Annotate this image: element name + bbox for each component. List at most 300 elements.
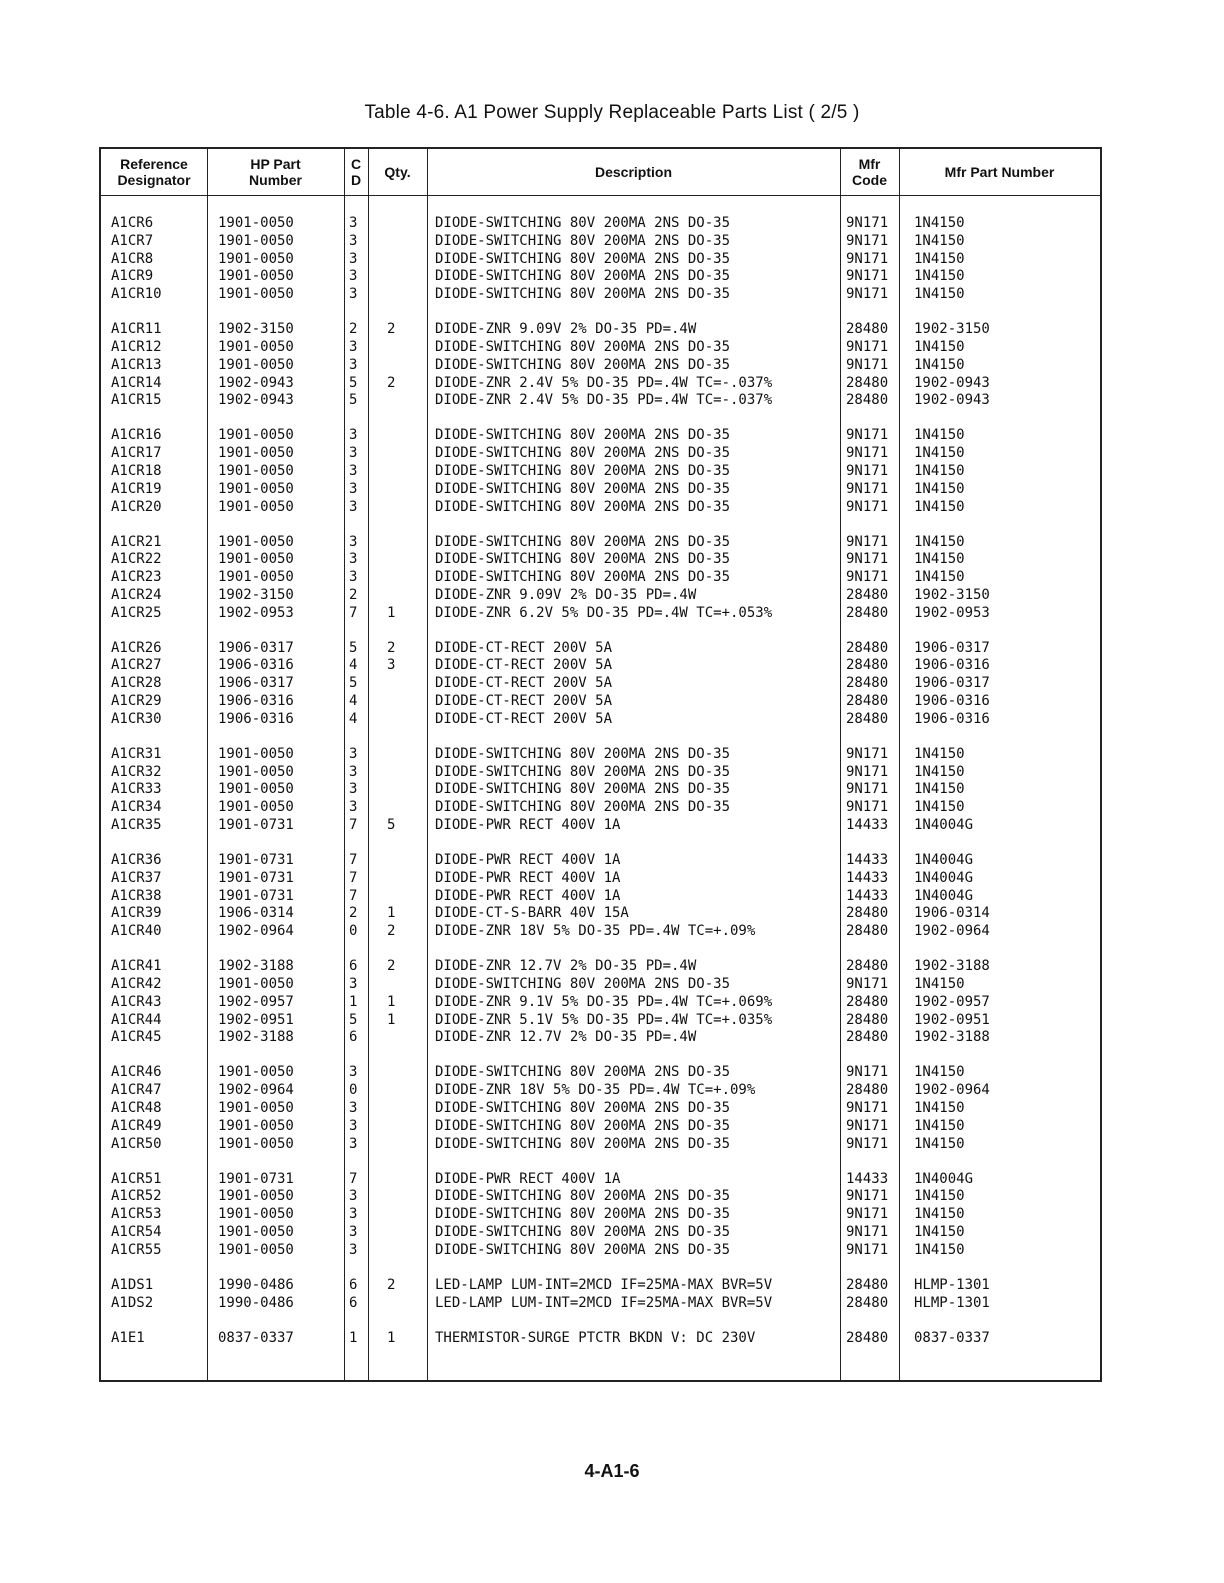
table-row (101, 1100, 1100, 1118)
cell-mfr-code: 28480 (846, 586, 889, 603)
cell-ref-designator: A1CR18 (111, 462, 162, 479)
cell-description: DIODE-SWITCHING 80V 200MA 2NS DO-35 (435, 745, 731, 762)
cell-ref-designator: A1CR22 (111, 551, 162, 568)
table-row (101, 463, 1100, 481)
cell-hp-part-number: 1902-0953 (218, 604, 294, 621)
cell-cd: 3 (349, 799, 358, 816)
header-reference-designator (101, 149, 207, 195)
row-group (101, 215, 1100, 304)
cell-cd: 3 (349, 781, 358, 798)
cell-ref-designator: A1CR35 (111, 817, 162, 834)
cell-ref-designator: A1CR6 (111, 215, 154, 231)
cell-cd: 6 (349, 1294, 358, 1311)
cell-description: LED-LAMP LUM-INT=2MCD IF=25MA-MAX BVR=5V (435, 1294, 773, 1311)
cell-ref-designator: A1CR40 (111, 923, 162, 940)
cell-description: DIODE-ZNR 5.1V 5% DO-35 PD=.4W TC=+.035% (435, 1011, 773, 1028)
cell-mfr-code: 9N171 (846, 427, 889, 444)
cell-cd: 3 (349, 268, 358, 285)
cell-mfr-code: 14433 (846, 1170, 889, 1187)
cell-qty: 2 (387, 374, 396, 391)
cell-hp-part-number: 1901-0731 (218, 869, 294, 886)
cell-ref-designator: A1CR42 (111, 976, 162, 992)
cell-description: DIODE-CT-RECT 200V 5A (435, 693, 613, 710)
cell-ref-designator: A1CR51 (111, 1170, 162, 1187)
page-title: Table 4-6. A1 Power Supply Replaceable Parts List ( 2/5 ) (364, 102, 860, 123)
header-description: Description (594, 164, 672, 180)
cell-description: DIODE-SWITCHING 80V 200MA 2NS DO-35 (435, 1099, 731, 1116)
cell-ref-designator: A1CR20 (111, 498, 162, 515)
cell-cd: 7 (349, 1170, 358, 1187)
cell-description: DIODE-SWITCHING 80V 200MA 2NS DO-35 (435, 763, 731, 780)
cell-mfr-part-number: 1N4150 (914, 356, 965, 373)
header-hp-part-number (207, 149, 344, 195)
cell-mfr-code: 14433 (846, 869, 889, 886)
cell-ref-designator: A1CR27 (111, 657, 162, 674)
cell-hp-part-number: 1901-0050 (218, 1223, 294, 1240)
cell-hp-part-number: 1901-0050 (218, 763, 294, 780)
cell-mfr-part-number: 1N4150 (914, 427, 965, 444)
cell-cd: 3 (349, 445, 358, 462)
table-row (101, 675, 1100, 693)
table-row (101, 1171, 1100, 1189)
cell-hp-part-number: 1901-0050 (218, 480, 294, 497)
header-divider (101, 195, 1100, 196)
cell-qty: 1 (387, 905, 396, 922)
cell-mfr-code: 9N171 (846, 533, 889, 550)
cell-hp-part-number: 1901-0050 (218, 569, 294, 586)
cell-cd: 3 (349, 215, 358, 231)
cell-mfr-part-number: 1N4150 (914, 250, 965, 267)
header-cd (344, 149, 368, 195)
table-row (101, 392, 1100, 410)
page-number: 4-A1-6 (584, 1461, 640, 1481)
cell-description: DIODE-ZNR 6.2V 5% DO-35 PD=.4W TC=+.053% (435, 604, 773, 621)
table-row (101, 976, 1100, 994)
cell-mfr-part-number: 1N4150 (914, 763, 965, 780)
cell-ref-designator: A1CR21 (111, 533, 162, 550)
cell-mfr-part-number: 1N4150 (914, 1206, 965, 1223)
cell-description: LED-LAMP LUM-INT=2MCD IF=25MA-MAX BVR=5V (435, 1276, 773, 1293)
cell-description: DIODE-CT-RECT 200V 5A (435, 639, 613, 656)
cell-hp-part-number: 1906-0317 (218, 675, 294, 692)
cell-mfr-code: 9N171 (846, 268, 889, 285)
cell-mfr-code: 28480 (846, 905, 889, 922)
cell-cd: 3 (349, 551, 358, 568)
cell-description: DIODE-SWITCHING 80V 200MA 2NS DO-35 (435, 215, 731, 231)
cell-mfr-part-number: 1N4150 (914, 1223, 965, 1240)
cell-ref-designator: A1CR36 (111, 852, 162, 869)
cell-ref-designator: A1CR33 (111, 781, 162, 798)
cell-cd: 3 (349, 480, 358, 497)
cell-hp-part-number: 1901-0050 (218, 286, 294, 303)
cell-mfr-part-number: 1906-0314 (914, 905, 990, 922)
cell-mfr-part-number: 1N4004G (914, 852, 974, 869)
cell-mfr-part-number: 1902-3188 (914, 958, 990, 975)
cell-ref-designator: A1CR23 (111, 569, 162, 586)
cell-mfr-code: 9N171 (846, 1188, 889, 1205)
cell-cd: 7 (349, 887, 358, 904)
cell-hp-part-number: 1906-0317 (218, 639, 294, 656)
cell-hp-part-number: 1901-0050 (218, 1206, 294, 1223)
cell-mfr-part-number: 1902-0964 (914, 1082, 990, 1099)
cell-hp-part-number: 1901-0050 (218, 551, 294, 568)
cell-hp-part-number: 1901-0050 (218, 356, 294, 373)
cell-hp-part-number: 1901-0731 (218, 852, 294, 869)
table-row (101, 657, 1100, 675)
cell-mfr-code: 9N171 (846, 286, 889, 303)
cell-cd: 3 (349, 338, 358, 355)
table-row (101, 1277, 1100, 1295)
cell-ref-designator: A1CR7 (111, 232, 154, 249)
cell-cd: 5 (349, 374, 358, 391)
cell-mfr-part-number: 1N4004G (914, 887, 974, 904)
cell-mfr-code: 9N171 (846, 799, 889, 816)
cell-ref-designator: A1CR54 (111, 1223, 162, 1240)
cell-hp-part-number: 1901-0050 (218, 976, 294, 992)
cell-mfr-part-number: 1902-0964 (914, 923, 990, 940)
cell-hp-part-number: 1902-0964 (218, 1082, 294, 1099)
cell-description: DIODE-ZNR 9.1V 5% DO-35 PD=.4W TC=+.069% (435, 993, 773, 1010)
table-row (101, 1295, 1100, 1313)
cell-mfr-code: 9N171 (846, 1241, 889, 1258)
cell-hp-part-number: 1901-0731 (218, 887, 294, 904)
cell-mfr-code: 28480 (846, 1294, 889, 1311)
cell-mfr-part-number: 1N4004G (914, 869, 974, 886)
cell-cd: 3 (349, 1099, 358, 1116)
cell-ref-designator: A1CR48 (111, 1099, 162, 1116)
cell-mfr-part-number: 1902-0951 (914, 1011, 990, 1028)
cell-hp-part-number: 1902-3188 (218, 1029, 294, 1046)
cell-mfr-part-number: 1902-0943 (914, 392, 990, 409)
cell-mfr-code: 9N171 (846, 763, 889, 780)
cell-mfr-code: 9N171 (846, 1099, 889, 1116)
cell-mfr-code: 28480 (846, 392, 889, 409)
cell-mfr-part-number: 1N4150 (914, 781, 965, 798)
cell-mfr-code: 9N171 (846, 1206, 889, 1223)
cell-cd: 3 (349, 533, 358, 550)
cell-mfr-part-number: 1902-0953 (914, 604, 990, 621)
cell-mfr-code: 9N171 (846, 445, 889, 462)
cell-cd: 3 (349, 763, 358, 780)
cell-description: DIODE-SWITCHING 80V 200MA 2NS DO-35 (435, 799, 731, 816)
cell-hp-part-number: 1901-0050 (218, 232, 294, 249)
cell-mfr-code: 9N171 (846, 1064, 889, 1081)
table-row (101, 640, 1100, 658)
cell-qty: 2 (387, 639, 396, 656)
cell-hp-part-number: 1901-0050 (218, 445, 294, 462)
cell-hp-part-number: 1990-0486 (218, 1294, 294, 1311)
table-row (101, 445, 1100, 463)
cell-cd: 7 (349, 869, 358, 886)
table-row (101, 569, 1100, 587)
table-row (101, 1242, 1100, 1260)
cell-mfr-part-number: 1N4150 (914, 745, 965, 762)
cell-hp-part-number: 1901-0050 (218, 1064, 294, 1081)
cell-ref-designator: A1CR55 (111, 1241, 162, 1258)
row-group (101, 958, 1100, 1047)
table-row (101, 233, 1100, 251)
cell-cd: 2 (349, 586, 358, 603)
row-group (101, 427, 1100, 516)
cell-description: DIODE-SWITCHING 80V 200MA 2NS DO-35 (435, 356, 731, 373)
cell-ref-designator: A1CR30 (111, 710, 162, 727)
table-row (101, 746, 1100, 764)
table-row (101, 1064, 1100, 1082)
table-row (101, 1330, 1100, 1348)
cell-qty: 2 (387, 321, 396, 338)
cell-description: DIODE-SWITCHING 80V 200MA 2NS DO-35 (435, 1241, 731, 1258)
cell-hp-part-number: 1901-0050 (218, 1099, 294, 1116)
cell-ref-designator: A1CR8 (111, 250, 154, 267)
cell-cd: 5 (349, 392, 358, 409)
cell-hp-part-number: 1902-0957 (218, 993, 294, 1010)
cell-mfr-code: 9N171 (846, 551, 889, 568)
cell-description: DIODE-ZNR 2.4V 5% DO-35 PD=.4W TC=-.037% (435, 392, 773, 409)
cell-cd: 7 (349, 604, 358, 621)
cell-mfr-code: 9N171 (846, 250, 889, 267)
cell-cd: 6 (349, 958, 358, 975)
cell-hp-part-number: 1901-0050 (218, 799, 294, 816)
cell-mfr-part-number: 1902-3150 (914, 586, 990, 603)
cell-cd: 2 (349, 905, 358, 922)
cell-mfr-part-number: 1N4150 (914, 268, 965, 285)
table-row (101, 427, 1100, 445)
cell-description: DIODE-SWITCHING 80V 200MA 2NS DO-35 (435, 551, 731, 568)
table-row (101, 817, 1100, 835)
cell-description: DIODE-ZNR 9.09V 2% DO-35 PD=.4W (435, 321, 697, 338)
cell-description: DIODE-SWITCHING 80V 200MA 2NS DO-35 (435, 1223, 731, 1240)
cell-mfr-part-number: 1N4150 (914, 799, 965, 816)
cell-mfr-code: 28480 (846, 1029, 889, 1046)
cell-description: DIODE-PWR RECT 400V 1A (435, 852, 621, 869)
table-row (101, 870, 1100, 888)
table-row (101, 958, 1100, 976)
cell-hp-part-number: 1902-3150 (218, 321, 294, 338)
cell-qty: 2 (387, 958, 396, 975)
cell-mfr-code: 28480 (846, 693, 889, 710)
table-row (101, 711, 1100, 729)
cell-hp-part-number: 1901-0050 (218, 1117, 294, 1134)
cell-mfr-part-number: 1N4150 (914, 1099, 965, 1116)
table-row (101, 357, 1100, 375)
cell-mfr-part-number: 1N4150 (914, 569, 965, 586)
cell-ref-designator: A1CR53 (111, 1206, 162, 1223)
row-group (101, 1277, 1100, 1313)
cell-ref-designator: A1CR37 (111, 869, 162, 886)
cell-cd: 3 (349, 462, 358, 479)
cell-ref-designator: A1CR45 (111, 1029, 162, 1046)
cell-hp-part-number: 1901-0050 (218, 250, 294, 267)
cell-cd: 5 (349, 675, 358, 692)
cell-mfr-code: 28480 (846, 1011, 889, 1028)
cell-mfr-code: 28480 (846, 321, 889, 338)
cell-cd: 3 (349, 569, 358, 586)
cell-qty: 1 (387, 604, 396, 621)
cell-cd: 5 (349, 1011, 358, 1028)
cell-ref-designator: A1CR41 (111, 958, 162, 975)
cell-description: DIODE-PWR RECT 400V 1A (435, 817, 621, 834)
cell-mfr-part-number: HLMP-1301 (914, 1294, 990, 1311)
cell-ref-designator: A1CR24 (111, 586, 162, 603)
cell-cd: 1 (349, 1329, 358, 1346)
cell-ref-designator: A1CR34 (111, 799, 162, 816)
cell-description: DIODE-PWR RECT 400V 1A (435, 1170, 621, 1187)
cell-ref-designator: A1CR14 (111, 374, 162, 391)
cell-ref-designator: A1CR47 (111, 1082, 162, 1099)
cell-mfr-part-number: 1902-0957 (914, 993, 990, 1010)
cell-cd: 3 (349, 1117, 358, 1134)
cell-ref-designator: A1CR32 (111, 763, 162, 780)
cell-mfr-part-number: 1906-0316 (914, 710, 990, 727)
cell-ref-designator: A1CR9 (111, 268, 154, 285)
cell-mfr-part-number: 1N4150 (914, 215, 965, 231)
cell-mfr-code: 9N171 (846, 480, 889, 497)
cell-ref-designator: A1CR25 (111, 604, 162, 621)
cell-ref-designator: A1CR12 (111, 338, 162, 355)
cell-mfr-code: 9N171 (846, 462, 889, 479)
cell-mfr-part-number: 1N4150 (914, 551, 965, 568)
cell-description: DIODE-SWITCHING 80V 200MA 2NS DO-35 (435, 286, 731, 303)
cell-description: DIODE-SWITCHING 80V 200MA 2NS DO-35 (435, 232, 731, 249)
cell-hp-part-number: 1901-0050 (218, 338, 294, 355)
cell-description: DIODE-SWITCHING 80V 200MA 2NS DO-35 (435, 533, 731, 550)
cell-mfr-part-number: 1N4150 (914, 286, 965, 303)
cell-mfr-code: 9N171 (846, 498, 889, 515)
cell-hp-part-number: 1901-0050 (218, 427, 294, 444)
cell-mfr-code: 9N171 (846, 1223, 889, 1240)
table-row (101, 1188, 1100, 1206)
cell-mfr-code: 28480 (846, 374, 889, 391)
cell-mfr-code: 28480 (846, 993, 889, 1010)
cell-hp-part-number: 1902-0951 (218, 1011, 294, 1028)
cell-hp-part-number: 1901-0731 (218, 1170, 294, 1187)
header-qty: Qty. (384, 164, 411, 180)
table-row (101, 286, 1100, 304)
cell-ref-designator: A1CR11 (111, 321, 162, 338)
cell-cd: 0 (349, 923, 358, 940)
header-mfr-part-number: Mfr Part Number (944, 164, 1055, 180)
table-row (101, 888, 1100, 906)
cell-mfr-code: 28480 (846, 1276, 889, 1293)
cell-mfr-code: 9N171 (846, 569, 889, 586)
cell-mfr-part-number: 1N4150 (914, 498, 965, 515)
cell-hp-part-number: 1902-3188 (218, 958, 294, 975)
cell-hp-part-number: 1901-0050 (218, 1135, 294, 1152)
cell-hp-part-number: 1901-0050 (218, 745, 294, 762)
cell-mfr-code: 9N171 (846, 232, 889, 249)
cell-hp-part-number: 1906-0316 (218, 657, 294, 674)
cell-ref-designator: A1CR13 (111, 356, 162, 373)
header-label-hp: HP Part Number (249, 156, 302, 188)
cell-ref-designator: A1CR17 (111, 445, 162, 462)
header-label-cd: C D (350, 156, 362, 188)
cell-ref-designator: A1CR43 (111, 993, 162, 1010)
cell-description: DIODE-SWITCHING 80V 200MA 2NS DO-35 (435, 250, 731, 267)
cell-hp-part-number: 1901-0050 (218, 533, 294, 550)
cell-ref-designator: A1CR15 (111, 392, 162, 409)
cell-mfr-part-number: 1N4004G (914, 1170, 974, 1187)
cell-ref-designator: A1DS2 (111, 1294, 154, 1311)
cell-description: DIODE-CT-RECT 200V 5A (435, 710, 613, 727)
cell-cd: 0 (349, 1082, 358, 1099)
cell-qty: 3 (387, 657, 396, 674)
cell-hp-part-number: 1990-0486 (218, 1276, 294, 1293)
cell-description: DIODE-SWITCHING 80V 200MA 2NS DO-35 (435, 1188, 731, 1205)
cell-cd: 3 (349, 1223, 358, 1240)
table-row (101, 1029, 1100, 1047)
cell-mfr-code: 9N171 (846, 215, 889, 231)
cell-description: DIODE-ZNR 18V 5% DO-35 PD=.4W TC=+.09% (435, 1082, 756, 1099)
cell-ref-designator: A1CR46 (111, 1064, 162, 1081)
cell-description: DIODE-SWITCHING 80V 200MA 2NS DO-35 (435, 1135, 731, 1152)
table-row (101, 1136, 1100, 1154)
cell-hp-part-number: 1901-0050 (218, 1241, 294, 1258)
cell-hp-part-number: 1906-0316 (218, 693, 294, 710)
cell-mfr-code: 14433 (846, 852, 889, 869)
cell-hp-part-number: 1906-0314 (218, 905, 294, 922)
cell-mfr-code: 14433 (846, 817, 889, 834)
cell-mfr-part-number: 1N4150 (914, 1188, 965, 1205)
table-row (101, 268, 1100, 286)
cell-hp-part-number: 1901-0731 (218, 817, 294, 834)
cell-mfr-code: 28480 (846, 923, 889, 940)
cell-ref-designator: A1CR44 (111, 1011, 162, 1028)
cell-cd: 3 (349, 356, 358, 373)
header-label-ref: Reference Designator (117, 156, 191, 188)
cell-ref-designator: A1CR39 (111, 905, 162, 922)
cell-cd: 6 (349, 1029, 358, 1046)
cell-mfr-part-number: 1N4150 (914, 445, 965, 462)
cell-hp-part-number: 1902-3150 (218, 586, 294, 603)
cell-hp-part-number: 1901-0050 (218, 498, 294, 515)
cell-qty: 1 (387, 1329, 396, 1346)
cell-ref-designator: A1CR31 (111, 745, 162, 762)
cell-mfr-part-number: 1N4150 (914, 533, 965, 550)
cell-qty: 5 (387, 817, 396, 834)
cell-mfr-part-number: 0837-0337 (914, 1329, 990, 1346)
cell-ref-designator: A1CR10 (111, 286, 162, 303)
table-row (101, 994, 1100, 1012)
cell-mfr-part-number: 1N4150 (914, 1135, 965, 1152)
cell-ref-designator: A1CR29 (111, 693, 162, 710)
cell-description: DIODE-ZNR 2.4V 5% DO-35 PD=.4W TC=-.037% (435, 374, 773, 391)
cell-mfr-part-number: 1N4150 (914, 480, 965, 497)
cell-qty: 1 (387, 1011, 396, 1028)
table-row (101, 1012, 1100, 1030)
cell-ref-designator: A1E1 (111, 1329, 145, 1346)
row-group (101, 640, 1100, 729)
cell-mfr-part-number: 1N4150 (914, 338, 965, 355)
cell-hp-part-number: 1901-0050 (218, 462, 294, 479)
cell-description: DIODE-SWITCHING 80V 200MA 2NS DO-35 (435, 498, 731, 515)
table-row (101, 1224, 1100, 1242)
row-group (101, 852, 1100, 941)
cell-mfr-code: 14433 (846, 887, 889, 904)
cell-mfr-part-number: 1N4150 (914, 462, 965, 479)
cell-cd: 3 (349, 1241, 358, 1258)
cell-description: DIODE-ZNR 12.7V 2% DO-35 PD=.4W (435, 1029, 697, 1046)
cell-cd: 3 (349, 976, 358, 992)
cell-mfr-part-number: 1N4150 (914, 1117, 965, 1134)
table-row (101, 587, 1100, 605)
parts-table (99, 147, 1102, 1382)
table-row (101, 923, 1100, 941)
cell-description: DIODE-SWITCHING 80V 200MA 2NS DO-35 (435, 268, 731, 285)
cell-cd: 3 (349, 427, 358, 444)
row-group (101, 534, 1100, 623)
cell-description: DIODE-PWR RECT 400V 1A (435, 869, 621, 886)
cell-mfr-part-number: HLMP-1301 (914, 1276, 990, 1293)
